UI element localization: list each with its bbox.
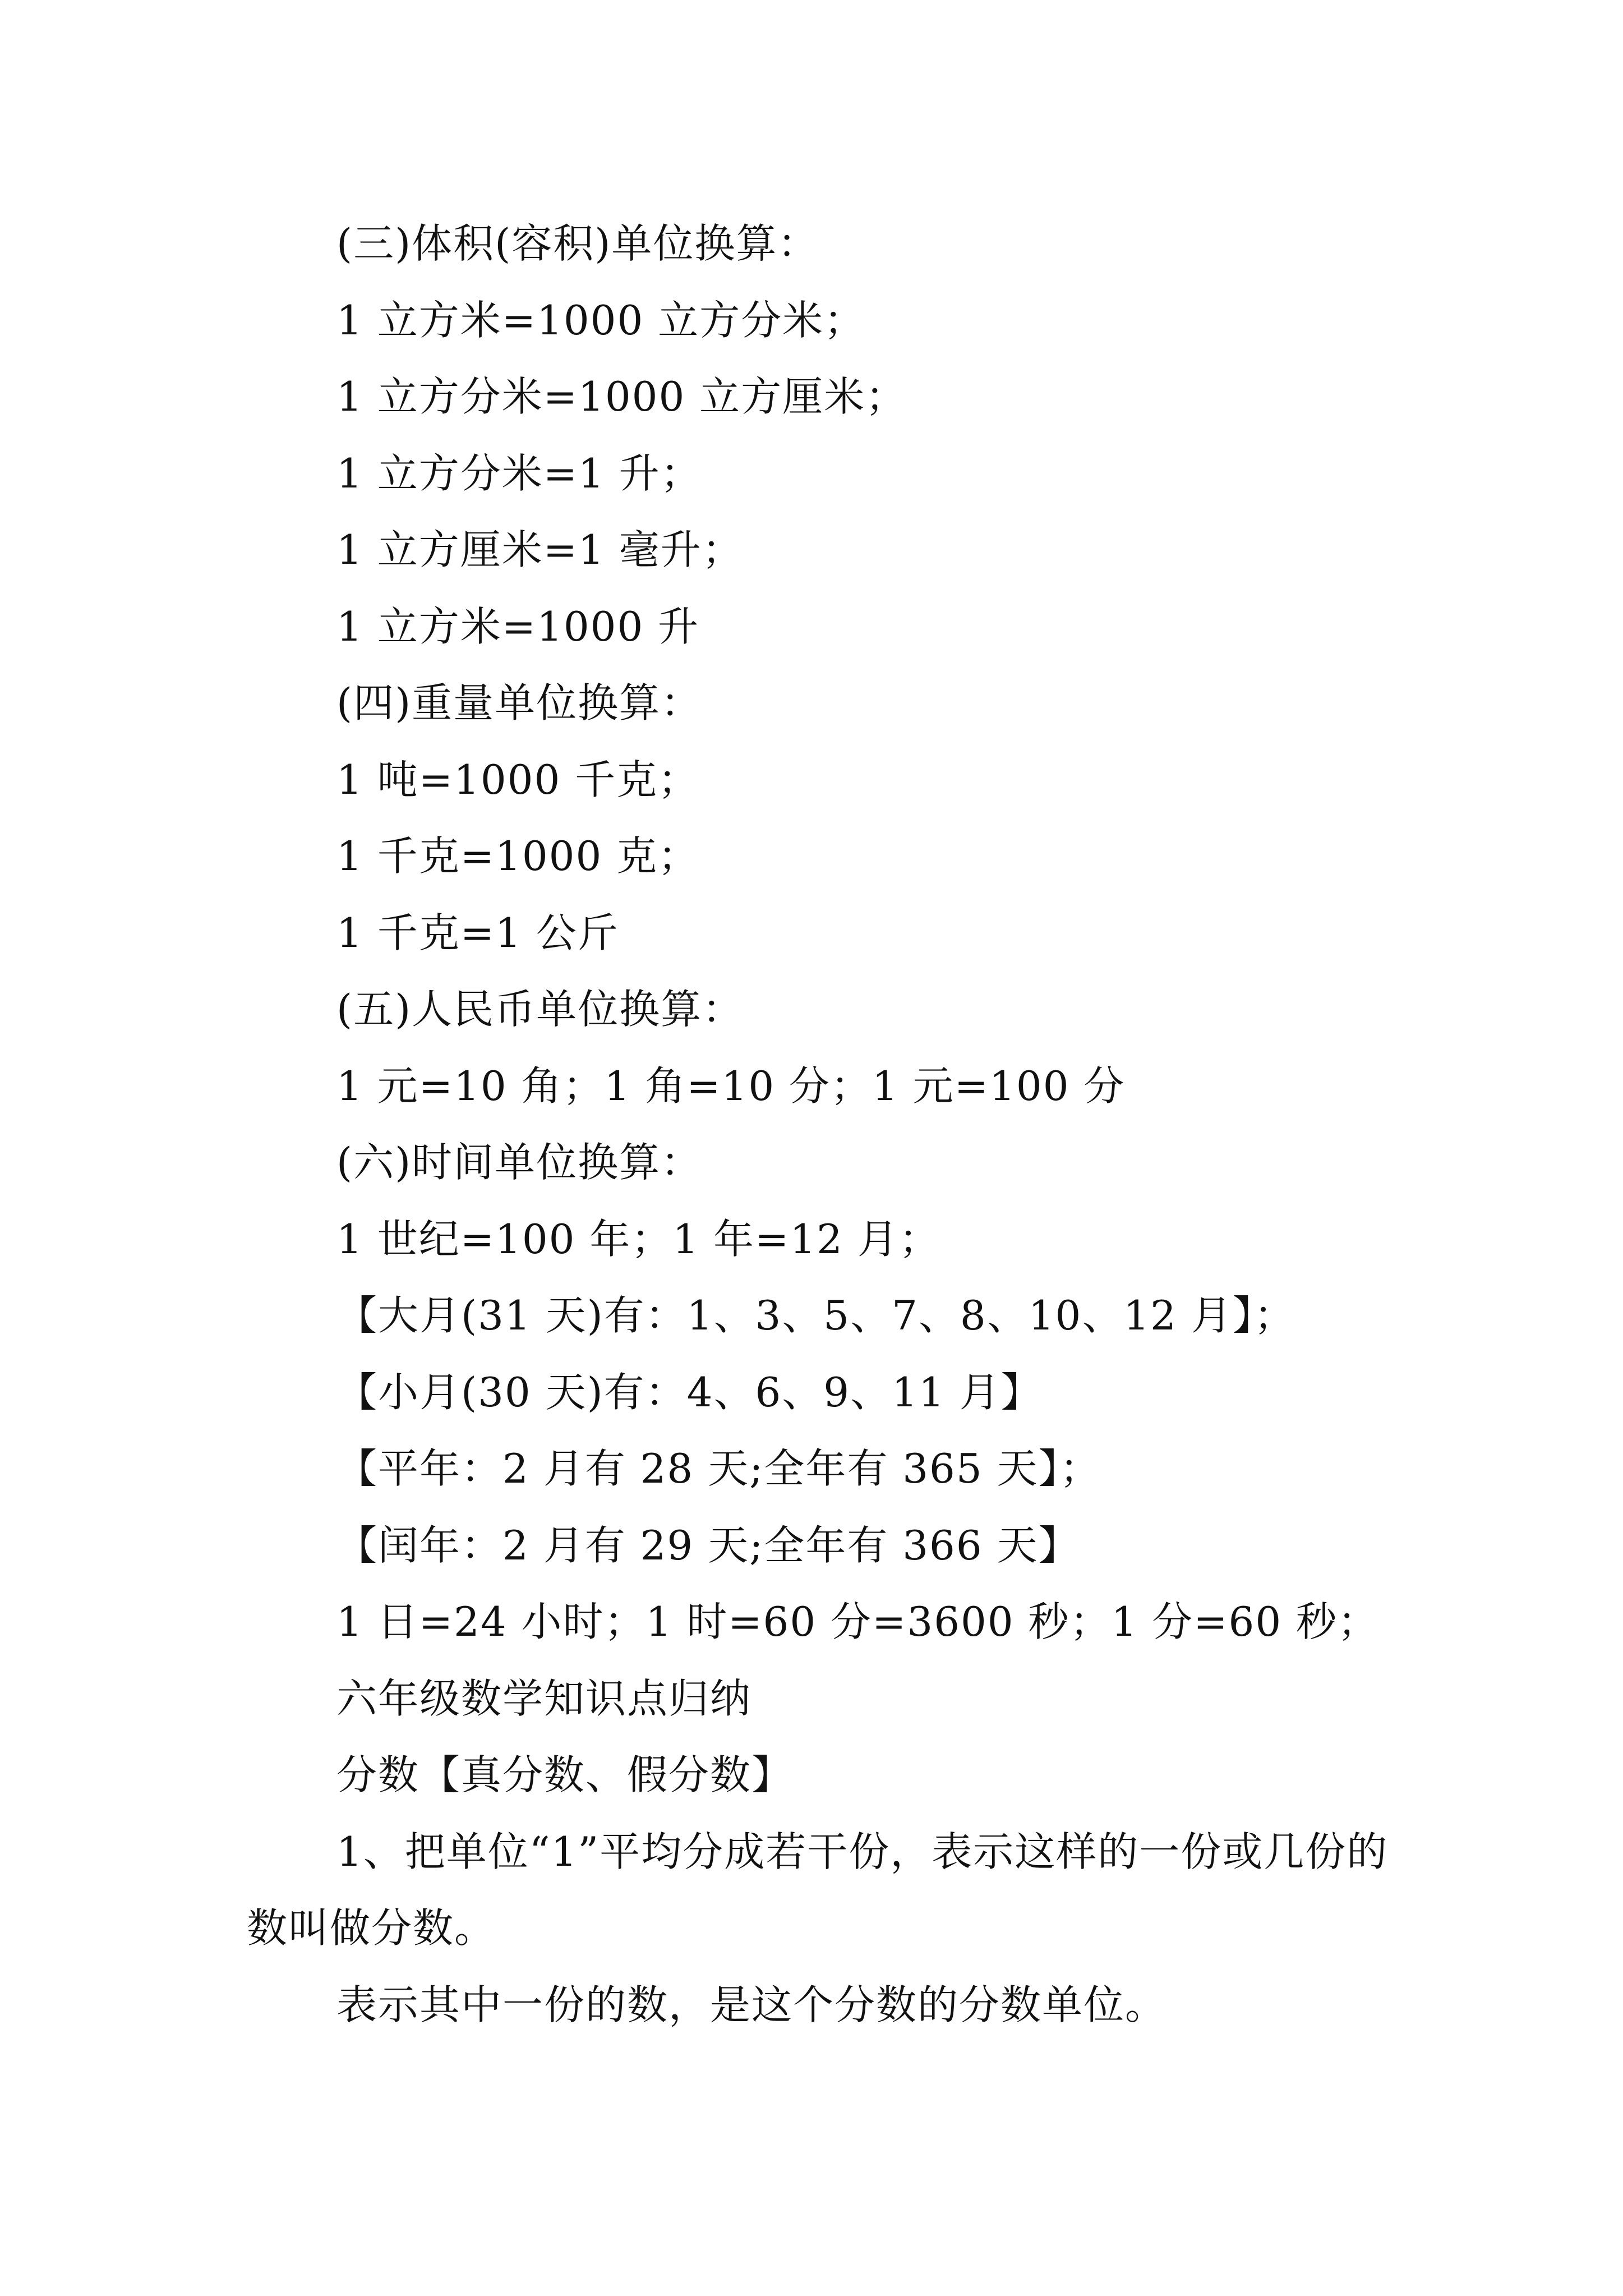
text-line: 1 日=24 小时；1 时=60 分=3600 秒；1 分=60 秒； [336,1598,1380,1645]
section-heading-fractions: 分数【真分数、假分数】 [336,1751,794,1798]
text-line: 【闰年：2 月有 29 天;全年有 366 天】 [336,1521,1080,1569]
text-line: 【小月(30 天)有：4、6、9、11 月】 [336,1368,1043,1416]
text-line: 1 立方分米=1 升； [336,449,702,497]
document-body [247,205,1391,2043]
text-line: 【平年：2 月有 28 天;全年有 365 天】； [336,1445,1101,1492]
text-line: 1 千克=1 公斤 [336,909,619,956]
text-line: 1 世纪=100 年；1 年=12 月； [336,1215,940,1263]
text-line: 1 吨=1000 千克； [336,756,700,803]
text-line: 1 立方厘米=1 毫升； [336,526,744,573]
section-heading-currency: (五)人民币单位换算： [336,986,744,1033]
text-line: 【大月(31 天)有：1、3、5、7、8、10、12 月】； [336,1292,1295,1339]
section-heading-time: (六)时间单位换算： [336,1139,703,1186]
section-heading-grade6: 六年级数学知识点归纳 [336,1674,752,1722]
text-line: 1 元=10 角；1 角=10 分；1 元=100 分 [336,1062,1126,1110]
text-line: 1 千克=1000 克； [336,832,700,880]
text-line: 1 立方分米=1000 立方厘米； [336,373,907,420]
text-line: 1 立方米=1000 立方分米； [336,296,866,344]
paragraph-fraction-definition: 1、把单位“1”平均分成若干份，表示这样的一份或几份的数叫做分数。 [247,1828,1389,1952]
text-line: 1 立方米=1000 升 [336,602,700,650]
section-heading-weight: (四)重量单位换算： [336,679,703,726]
section-heading-volume: (三)体积(容积)单位换算： [336,220,819,267]
text-line: 表示其中一份的数，是这个分数的分数单位。 [336,1981,1167,2028]
